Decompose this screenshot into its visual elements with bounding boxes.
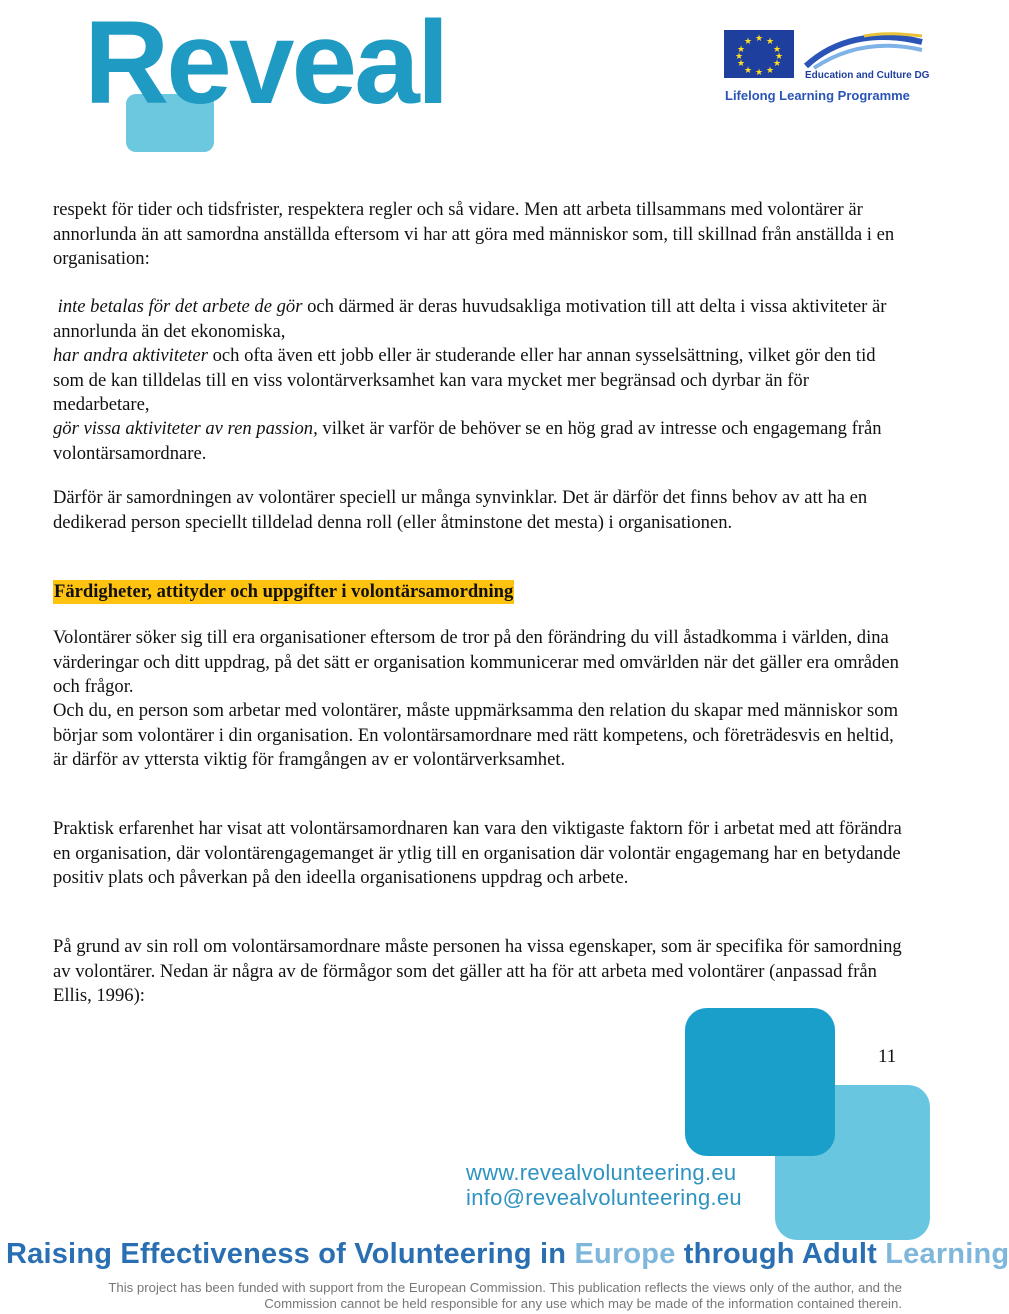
disclaimer-line: Commission cannot be held responsible for any use which may be made of the information contained therein.	[264, 1296, 902, 1311]
paragraph-intro: respekt för tider och tidsfrister, respektera regler och så vidare. Men att arbeta tillsammans med volontärer är annorlunda än att samordna anställda eftersom vi har att göra med människor som, till skillnad från anställda i en organisation:	[53, 199, 895, 269]
decorative-square	[685, 1008, 835, 1156]
page-number: 11	[878, 1046, 897, 1067]
eu-programme-logo	[724, 30, 930, 110]
disclaimer-line: This project has been funded with support from the European Commission. This publication reflects the views only of the author, and the	[108, 1280, 902, 1295]
reveal-logo	[78, 0, 458, 156]
email-link[interactable]: info@revealvolunteering.eu	[466, 1185, 742, 1210]
project-tagline	[6, 1238, 1009, 1271]
item-text: och ofta även ett jobb eller är studerande eller har annan sysselsättning, vilket gör den tid som de kan tilldelas till en viss volontärverksamhet kan vara mycket mer begränsad och dyrbar än för medarbetare,	[53, 345, 876, 415]
item-emphasis: inte betalas för det arbete de gör	[57, 296, 303, 317]
list-item	[53, 295, 908, 344]
tagline-part: Europe	[574, 1238, 676, 1270]
list-item	[53, 417, 908, 466]
funding-disclaimer	[40, 1280, 902, 1312]
paragraph: Praktisk erfarenhet har visat att volontärsamordnaren kan vara den viktigaste faktorn för i arbetat med att förändra en organisation, där volontärengagemanget är ytlig till en organisation där volontär engagemang har en betydande positiv plats och påverkan på den ideella organisationens uppdrag och arbete.	[53, 818, 902, 888]
paragraph: På grund av sin roll om volontärsamordnare måste personen ha vissa egenskaper, som är specifika för samordning av volontärer. Nedan är några av de förmågor som det gäller att ha för att arbeta med volontärer (anpassad från Ellis, 1996):	[53, 936, 902, 1006]
eu-flag-icon: ★ ★ ★ ★ ★ ★ ★ ★ ★ ★ ★ ★	[724, 30, 794, 78]
llp-swoosh-icon	[804, 30, 924, 70]
item-emphasis: gör vissa aktiviteter av ren passion,	[53, 418, 318, 439]
item-text: och därmed är deras huvudsakliga motivation till att delta i vissa aktiviteter är annorlunda än det ekonomiska,	[53, 296, 887, 342]
section-heading: Färdigheter, attityder och uppgifter i volontärsamordning	[54, 581, 514, 602]
list-item	[53, 344, 908, 418]
paragraph: Därför är samordningen av volontärer speciell ur många synvinklar. Det är därför det finns behov av att ha en dedikerad person speciellt tilldelad denna roll (eller åtminstone det mesta) i organisationen.	[53, 487, 868, 533]
item-text: vilket är varför de behöver se en hög grad av intresse och engagemang från volontärsamordnare.	[53, 418, 882, 464]
item-emphasis: har andra aktiviteter	[53, 345, 208, 366]
tagline-part: Raising Effectiveness of Volunteering in	[6, 1238, 575, 1270]
eu-dg-label: Education and Culture DG	[805, 70, 930, 81]
tagline-part: Learning	[885, 1238, 1009, 1270]
llp-label: Lifelong Learning Programme	[725, 88, 910, 103]
paragraph: Volontärer söker sig till era organisationer eftersom de tror på den förändring du vill åstadkomma i världen, dina värderingar och ditt uppdrag, på det sätt er organisation kommunicerar med omvärlden när det gäller era områden och frågor.	[53, 627, 899, 697]
contact-block	[466, 1160, 742, 1210]
logo-text: Reveal	[84, 0, 447, 129]
paragraph: Och du, en person som arbetar med volontärer, måste uppmärksamma den relation du skapar med människor som börjar som volontärer i din organisation. En volontärsamordnare med rätt kompetens, och företrädesvis en heltid, är därför av yttersta viktig för framgången av er volontärverksamhet.	[53, 700, 899, 770]
website-link[interactable]: www.revealvolunteering.eu	[466, 1160, 737, 1185]
tagline-part: through Adult	[675, 1238, 886, 1270]
